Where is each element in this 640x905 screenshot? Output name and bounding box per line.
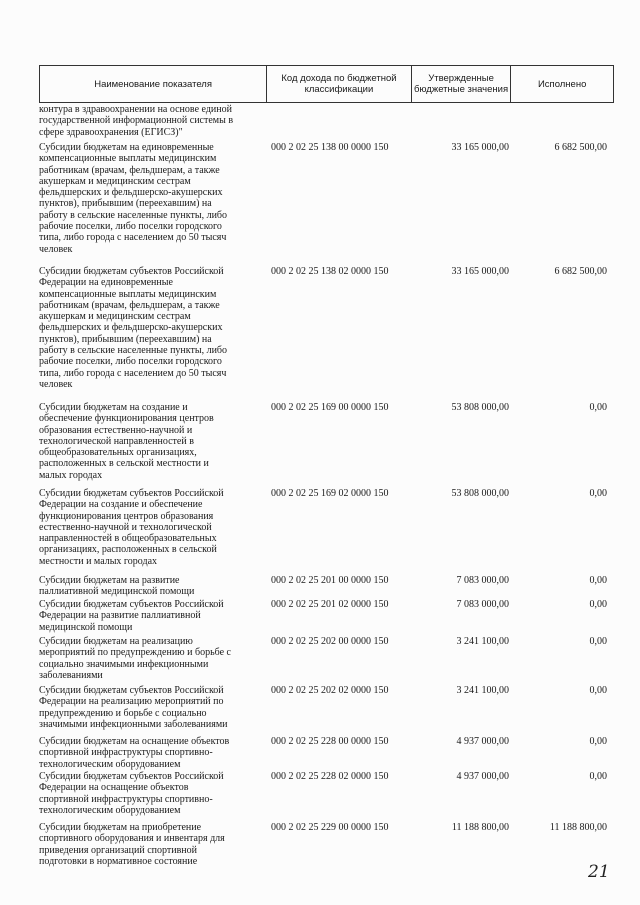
approved-value: 53 808 000,00 [451, 488, 509, 499]
indicator-name: Субсидии бюджетам на единовременные компенсационные выплаты медицинским работникам (врачам, фельдшерам, а также акушеркам и медицинским сестрам фельдшерских и фельдшерско-акушерских пунктов), прибывшим (переехавшим) на работу в сельские населенные пункты, либо рабочие поселки, либо поселки городского типа, либо города с населением до 50 тысяч человек [39, 142, 228, 255]
income-code: 000 2 02 25 202 02 0000 150 [271, 685, 389, 696]
executed-value: 0,00 [589, 402, 607, 413]
header-approved-values: Утвержденные бюджетные значения [411, 66, 511, 102]
approved-value: 11 188 800,00 [451, 822, 509, 833]
executed-value: 0,00 [589, 636, 607, 647]
page-number: 21 [588, 862, 610, 882]
approved-value: 4 937 000,00 [456, 771, 509, 782]
executed-value: 6 682 500,00 [554, 266, 607, 277]
executed-value: 0,00 [589, 685, 607, 696]
income-code: 000 2 02 25 202 00 0000 150 [271, 636, 389, 647]
indicator-name: Субсидии бюджетам на реализацию мероприятий по предупреждению и борьбе с социально значимыми инфекционными заболеваниями [39, 636, 231, 681]
approved-value: 53 808 000,00 [451, 402, 509, 413]
executed-value: 0,00 [589, 488, 607, 499]
approved-value: 3 241 100,00 [456, 685, 509, 696]
indicator-name: Субсидии бюджетам на приобретение спортивного оборудования и инвентаря для приведения организаций спортивной подготовки в нормативное состояние [39, 822, 225, 867]
indicator-name: Субсидии бюджетам субъектов Российской Федерации на реализацию мероприятий по предупреждению и борьбе с социально значимыми инфекционными заболеваниями [39, 685, 228, 730]
header-indicator-name: Наименование показателя [94, 78, 212, 90]
income-code: 000 2 02 25 228 00 0000 150 [271, 736, 389, 747]
executed-value: 0,00 [589, 771, 607, 782]
executed-value: 0,00 [589, 736, 607, 747]
header-executed: Исполнено [510, 66, 613, 102]
indicator-name: Субсидии бюджетам субъектов Российской Федерации на развитие паллиативной медицинской помощи [39, 599, 224, 633]
indicator-name: контура в здравоохранении на основе единой государственной информационной системы в сфере здравоохранения (ЕГИСЗ)" [39, 104, 234, 138]
approved-value: 33 165 000,00 [451, 266, 509, 277]
approved-value: 4 937 000,00 [456, 736, 509, 747]
income-code: 000 2 02 25 201 00 0000 150 [271, 575, 389, 586]
income-code: 000 2 02 25 138 02 0000 150 [271, 266, 389, 277]
income-code: 000 2 02 25 228 02 0000 150 [271, 771, 389, 782]
table-header [39, 65, 614, 103]
indicator-name: Субсидии бюджетам субъектов Российской Федерации на оснащение объектов спортивной инфраструктуры спортивно- технологическим оборудованием [39, 771, 224, 816]
income-code: 000 2 02 25 169 02 0000 150 [271, 488, 389, 499]
executed-value: 0,00 [589, 599, 607, 610]
indicator-name: Субсидии бюджетам на развитие паллиативной медицинской помощи [39, 575, 195, 598]
indicator-name: Субсидии бюджетам на оснащение объектов спортивной инфраструктуры спортивно- технологическим оборудованием [39, 736, 230, 770]
indicator-name: Субсидии бюджетам на создание и обеспечение функционирования центров образования естественно-научной и технологической направленностей в общеобразовательных организациях, расположенных в сельской местности и малых городах [39, 402, 214, 481]
approved-value: 7 083 000,00 [456, 575, 509, 586]
executed-value: 6 682 500,00 [554, 142, 607, 153]
income-code: 000 2 02 25 138 00 0000 150 [271, 142, 389, 153]
income-code: 000 2 02 25 229 00 0000 150 [271, 822, 389, 833]
approved-value: 7 083 000,00 [456, 599, 509, 610]
indicator-name: Субсидии бюджетам субъектов Российской Федерации на создание и обеспечение функционирования центров образования естественно-научной и технологической направленностей в общеобразовательных организациях, расположенных в сельской местности и малых городах [39, 488, 224, 567]
approved-value: 3 241 100,00 [456, 636, 509, 647]
header-income-code: Код дохода по бюджетной классификации [266, 66, 411, 102]
income-code: 000 2 02 25 169 00 0000 150 [271, 402, 389, 413]
approved-value: 33 165 000,00 [451, 142, 509, 153]
indicator-name: Субсидии бюджетам субъектов Российской Федерации на единовременные компенсационные выплаты медицинским работникам (врачам, фельдшерам, а также акушеркам и медицинским сестрам фельдшерских и фельдшерско-акушерских пунктов), прибывшим (переехавшим) на работу в сельские населенные пункты, либо рабочие поселки, либо поселки городского типа, либо города с населением до 50 тысяч человек [39, 266, 228, 390]
executed-value: 11 188 800,00 [549, 822, 607, 833]
income-code: 000 2 02 25 201 02 0000 150 [271, 599, 389, 610]
executed-value: 0,00 [589, 575, 607, 586]
